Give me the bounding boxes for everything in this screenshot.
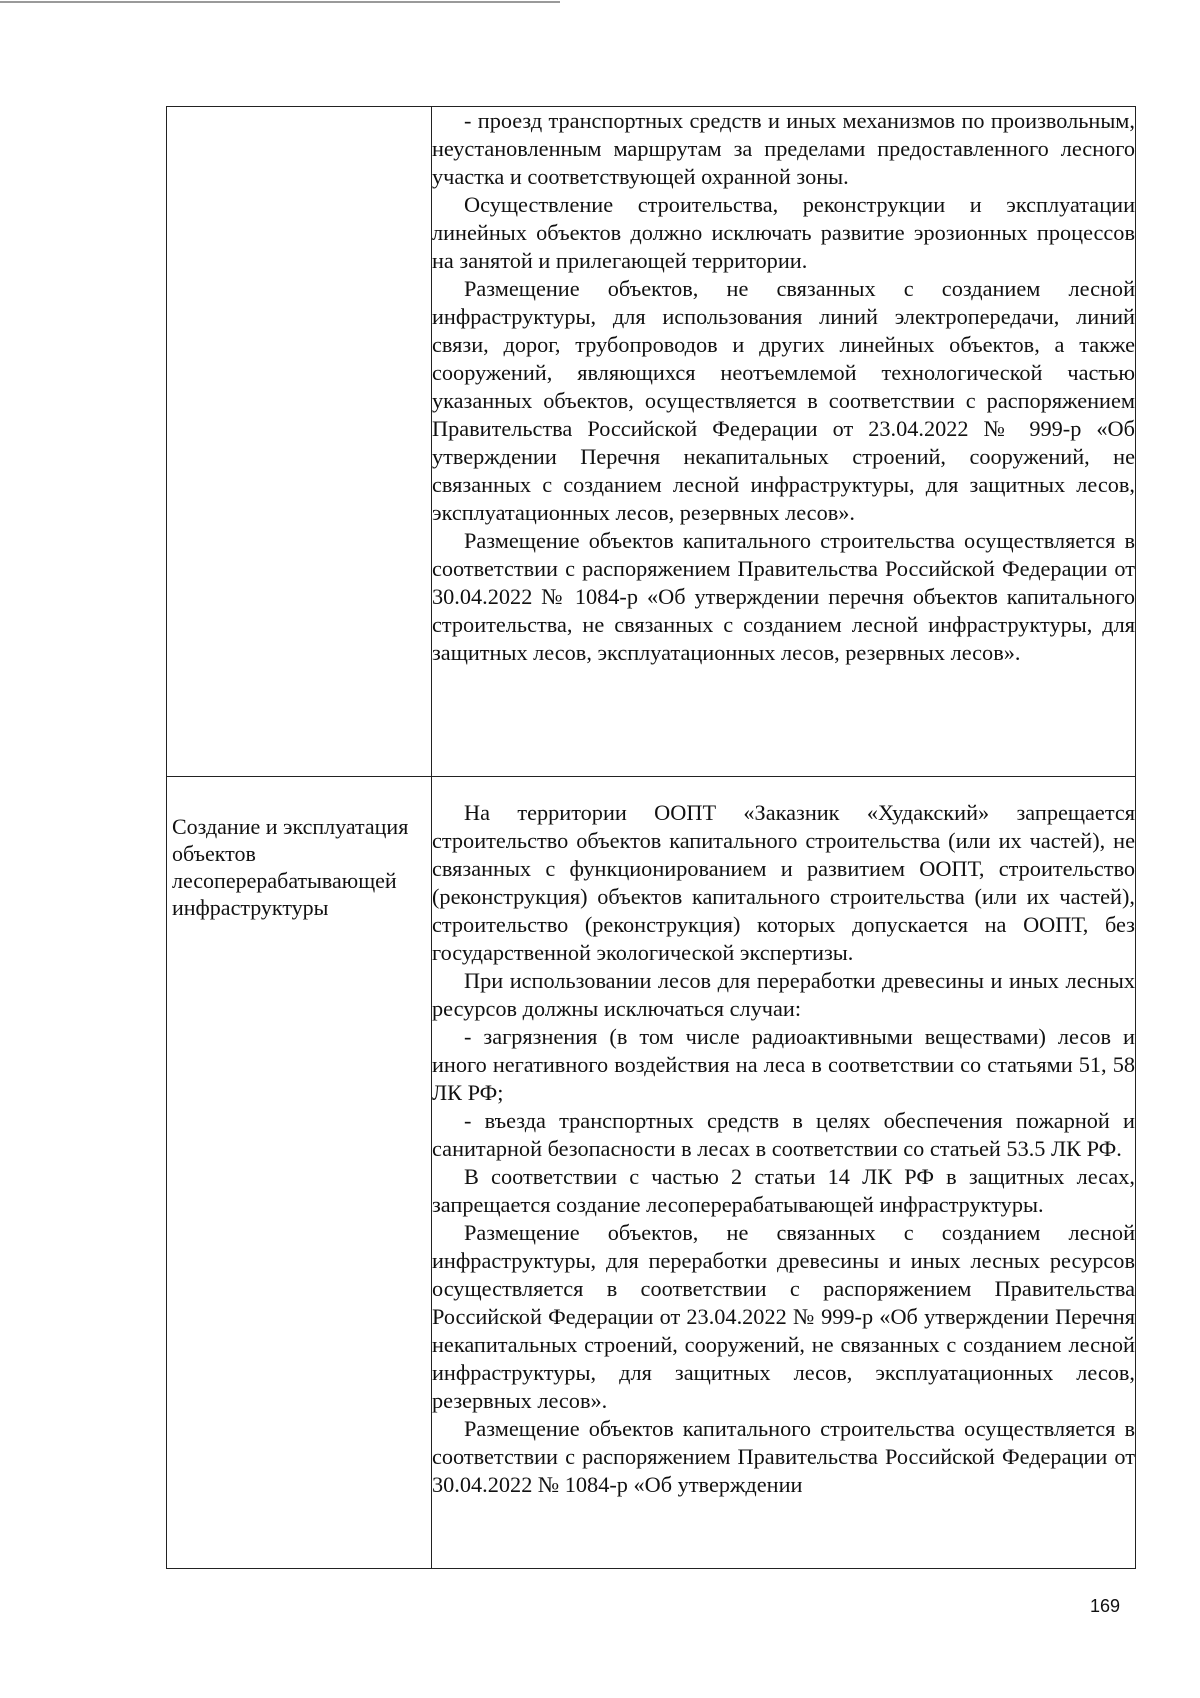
requirement-paragraph: При использовании лесов для переработки древесины и иных лесных ресурсов должны исключаться случаи: <box>432 968 1135 1021</box>
requirement-paragraph: Размещение объектов капитального строительства осуществляется в соответствии с распоряжением Правительства Российской Федерации от 30.04.2022 № 1084-р «Об утверждении перечня объектов капитального строительства, не связанных с созданием лесной инфраструктуры, для защитных лесов, эксплуатационных лесов, резервных лесов». <box>432 528 1135 665</box>
requirements-cell <box>432 107 1136 777</box>
activity-name <box>167 107 431 143</box>
requirement-paragraph: Размещение объектов капитального строительства осуществляется в соответствии с распоряжением Правительства Российской Федерации от 30.04.2022 № 1084-р «Об утверждении <box>432 1416 1135 1497</box>
requirement-paragraph: В соответствии с частью 2 статьи 14 ЛК РФ в защитных лесах, запрещается создание лесоперерабатывающей инфраструктуры. <box>432 1164 1135 1217</box>
requirement-paragraph: Размещение объектов, не связанных с созданием лесной инфраструктуры, для использования линий электропередачи, линий связи, дорог, трубопроводов и других линейных объектов, а также сооружений, являющихся неотъемлемой технологической частью указанных объектов, осуществляется в соответствии с распоряжением Правительства Российской Федерации от 23.04.2022 № 999-р «Об утверждении Перечня некапитальных строений, сооружений, не связанных с созданием лесной инфраструктуры, для защитных лесов, эксплуатационных лесов, резервных лесов». <box>432 276 1135 525</box>
activity-cell <box>167 777 432 1569</box>
requirement-paragraph: - загрязнения (в том числе радиоактивными веществами) лесов и иного негативного воздействия на леса в соответствии со статьями 51, 58 ЛК РФ; <box>432 1024 1135 1105</box>
page-number: 169 <box>1090 1596 1121 1616</box>
requirement-paragraph: - проезд транспортных средств и иных механизмов по произвольным, неустановленным маршрутам за пределами предоставленного лесного участка и соответствующей охранной зоны. <box>432 108 1135 189</box>
requirement-paragraph: Осуществление строительства, реконструкции и эксплуатации линейных объектов должно исключать развитие эрозионных процессов на занятой и прилегающей территории. <box>432 192 1135 273</box>
scan-edge-line <box>0 1 560 3</box>
table-row <box>167 777 1136 1569</box>
activity-name: Создание и эксплуатация объектов лесоперерабатывающей инфраструктуры <box>172 814 409 920</box>
requirement-paragraph: На территории ООПТ «Заказник «Худакский» запрещается строительство объектов капитального строительства (или их частей), не связанных с функционированием и развитием ООПТ, строительство (реконструкция) объектов капитального строительства (или их частей), строительство (реконструкция) которых допускается на ООПТ, без государственной экологической экспертизы. <box>432 800 1135 965</box>
requirement-paragraph: Размещение объектов, не связанных с созданием лесной инфраструктуры, для переработки древесины и иных лесных ресурсов осуществляется в соответствии с распоряжением Правительства Российской Федерации от 23.04.2022 № 999-р «Об утверждении Перечня некапитальных строений, сооружений, не связанных с созданием лесной инфраструктуры, для защитных лесов, эксплуатационных лесов, резервных лесов». <box>432 1220 1135 1413</box>
activity-cell <box>167 107 432 777</box>
regulations-table <box>166 106 1136 1569</box>
requirements-cell <box>432 777 1136 1569</box>
requirement-paragraph: - въезда транспортных средств в целях обеспечения пожарной и санитарной безопасности в лесах в соответствии со статьей 53.5 ЛК РФ. <box>432 1108 1135 1161</box>
table-row <box>167 107 1136 777</box>
